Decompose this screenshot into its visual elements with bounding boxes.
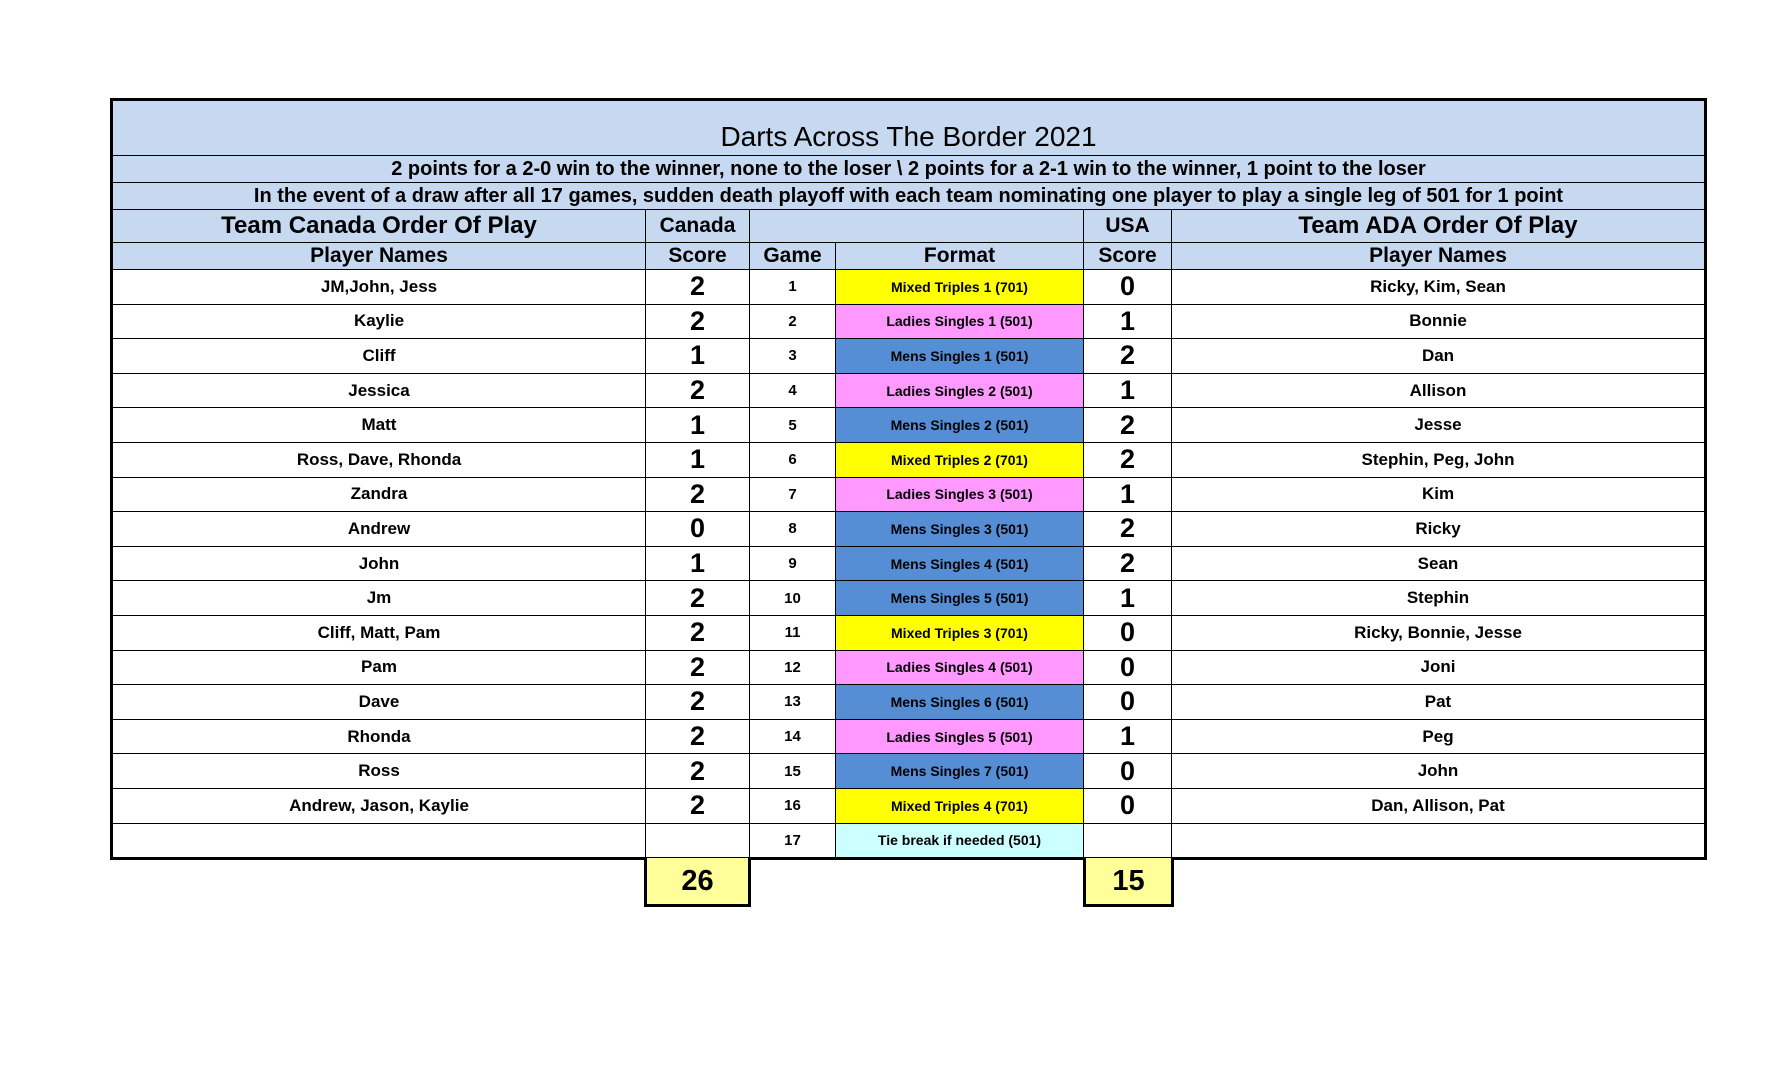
game-row xyxy=(112,442,1706,477)
usa-score xyxy=(1084,823,1172,859)
usa-player-names: Ricky xyxy=(1172,512,1706,547)
canada-player-names: Jessica xyxy=(112,373,646,408)
game-format: Ladies Singles 1 (501) xyxy=(836,304,1084,339)
game-format: Mens Singles 4 (501) xyxy=(836,546,1084,581)
game-row xyxy=(112,304,1706,339)
usa-score-header: USA xyxy=(1084,210,1172,243)
usa-player-names-header: Player Names xyxy=(1172,243,1706,270)
usa-player-names: Stephin, Peg, John xyxy=(1172,442,1706,477)
game-format: Mens Singles 5 (501) xyxy=(836,581,1084,616)
canada-player-names: JM,John, Jess xyxy=(112,270,646,305)
game-number: 9 xyxy=(750,546,836,581)
usa-score: 2 xyxy=(1084,512,1172,547)
usa-score: 0 xyxy=(1084,615,1172,650)
usa-player-names: John xyxy=(1172,754,1706,789)
canada-team-header: Team Canada Order Of Play xyxy=(112,210,646,243)
game-row xyxy=(112,823,1706,859)
game-number: 16 xyxy=(750,788,836,823)
canada-score-subheader: Score xyxy=(646,243,750,270)
game-number: 12 xyxy=(750,650,836,685)
game-format: Mixed Triples 4 (701) xyxy=(836,788,1084,823)
canada-score: 1 xyxy=(646,442,750,477)
canada-score: 2 xyxy=(646,373,750,408)
game-format: Ladies Singles 5 (501) xyxy=(836,719,1084,754)
game-number: 1 xyxy=(750,270,836,305)
game-number: 8 xyxy=(750,512,836,547)
usa-player-names: Stephin xyxy=(1172,581,1706,616)
canada-player-names: Kaylie xyxy=(112,304,646,339)
usa-score: 0 xyxy=(1084,754,1172,789)
game-number: 3 xyxy=(750,339,836,374)
game-row xyxy=(112,650,1706,685)
game-row xyxy=(112,373,1706,408)
tiebreak-rule: In the event of a draw after all 17 games, sudden death playoff with each team nominating one player to play a single leg of 501 for 1 point xyxy=(112,183,1706,210)
usa-player-names: Dan xyxy=(1172,339,1706,374)
game-row xyxy=(112,581,1706,616)
canada-player-names: Ross, Dave, Rhonda xyxy=(112,442,646,477)
game-format: Mixed Triples 3 (701) xyxy=(836,615,1084,650)
game-format: Mixed Triples 1 (701) xyxy=(836,270,1084,305)
usa-score: 2 xyxy=(1084,442,1172,477)
usa-player-names: Pat xyxy=(1172,685,1706,720)
canada-score xyxy=(646,823,750,859)
canada-score: 2 xyxy=(646,788,750,823)
canada-player-names: Cliff xyxy=(112,339,646,374)
score-sheet-table xyxy=(110,98,1707,860)
canada-score: 2 xyxy=(646,270,750,305)
game-header: Game xyxy=(750,243,836,270)
game-format: Ladies Singles 2 (501) xyxy=(836,373,1084,408)
scoring-rule: 2 points for a 2-0 win to the winner, none to the loser \ 2 points for a 2-1 win to the winner, 1 point to the loser xyxy=(112,156,1706,183)
game-number: 13 xyxy=(750,685,836,720)
canada-score: 2 xyxy=(646,719,750,754)
canada-score: 0 xyxy=(646,512,750,547)
canada-player-names: Rhonda xyxy=(112,719,646,754)
canada-player-names: Jm xyxy=(112,581,646,616)
canada-player-names: Cliff, Matt, Pam xyxy=(112,615,646,650)
game-row xyxy=(112,408,1706,443)
usa-score: 0 xyxy=(1084,270,1172,305)
usa-player-names xyxy=(1172,823,1706,859)
usa-score: 0 xyxy=(1084,788,1172,823)
canada-score: 2 xyxy=(646,304,750,339)
game-row xyxy=(112,788,1706,823)
game-number: 14 xyxy=(750,719,836,754)
game-format: Mens Singles 7 (501) xyxy=(836,754,1084,789)
game-format: Mixed Triples 2 (701) xyxy=(836,442,1084,477)
game-format: Mens Singles 2 (501) xyxy=(836,408,1084,443)
canada-score: 1 xyxy=(646,408,750,443)
usa-player-names: Dan, Allison, Pat xyxy=(1172,788,1706,823)
canada-score-header: Canada xyxy=(646,210,750,243)
game-number: 17 xyxy=(750,823,836,859)
usa-player-names: Sean xyxy=(1172,546,1706,581)
game-format: Mens Singles 6 (501) xyxy=(836,685,1084,720)
game-format: Ladies Singles 4 (501) xyxy=(836,650,1084,685)
game-row xyxy=(112,685,1706,720)
canada-score: 1 xyxy=(646,339,750,374)
usa-score: 1 xyxy=(1084,373,1172,408)
canada-player-names: Andrew xyxy=(112,512,646,547)
format-header: Format xyxy=(836,243,1084,270)
canada-player-names: Zandra xyxy=(112,477,646,512)
canada-player-names: John xyxy=(112,546,646,581)
game-format: Ladies Singles 3 (501) xyxy=(836,477,1084,512)
usa-player-names: Ricky, Bonnie, Jesse xyxy=(1172,615,1706,650)
usa-player-names: Joni xyxy=(1172,650,1706,685)
game-number: 11 xyxy=(750,615,836,650)
canada-score: 1 xyxy=(646,546,750,581)
canada-player-names: Matt xyxy=(112,408,646,443)
canada-score: 2 xyxy=(646,650,750,685)
usa-player-names: Ricky, Kim, Sean xyxy=(1172,270,1706,305)
game-row xyxy=(112,754,1706,789)
game-number: 2 xyxy=(750,304,836,339)
usa-score: 0 xyxy=(1084,685,1172,720)
usa-total-score: 15 xyxy=(1083,858,1174,907)
game-row xyxy=(112,339,1706,374)
game-row xyxy=(112,719,1706,754)
usa-player-names: Allison xyxy=(1172,373,1706,408)
canada-player-names: Dave xyxy=(112,685,646,720)
usa-team-header: Team ADA Order Of Play xyxy=(1172,210,1706,243)
canada-player-names xyxy=(112,823,646,859)
game-format: Mens Singles 1 (501) xyxy=(836,339,1084,374)
game-row xyxy=(112,477,1706,512)
canada-score: 2 xyxy=(646,477,750,512)
usa-player-names: Kim xyxy=(1172,477,1706,512)
usa-player-names: Bonnie xyxy=(1172,304,1706,339)
game-format: Mens Singles 3 (501) xyxy=(836,512,1084,547)
game-format-header-top xyxy=(750,210,1084,243)
game-number: 6 xyxy=(750,442,836,477)
usa-score: 1 xyxy=(1084,477,1172,512)
game-number: 15 xyxy=(750,754,836,789)
usa-player-names: Jesse xyxy=(1172,408,1706,443)
canada-total-score: 26 xyxy=(644,858,751,907)
canada-score: 2 xyxy=(646,685,750,720)
game-row xyxy=(112,615,1706,650)
sheet-title: Darts Across The Border 2021 xyxy=(112,100,1706,156)
usa-score: 2 xyxy=(1084,408,1172,443)
usa-player-names: Peg xyxy=(1172,719,1706,754)
game-number: 7 xyxy=(750,477,836,512)
usa-score: 2 xyxy=(1084,546,1172,581)
game-row xyxy=(112,546,1706,581)
usa-score: 0 xyxy=(1084,650,1172,685)
canada-player-names: Ross xyxy=(112,754,646,789)
usa-score: 1 xyxy=(1084,719,1172,754)
game-number: 10 xyxy=(750,581,836,616)
game-row xyxy=(112,270,1706,305)
canada-player-names: Pam xyxy=(112,650,646,685)
canada-score: 2 xyxy=(646,615,750,650)
canada-player-names: Andrew, Jason, Kaylie xyxy=(112,788,646,823)
game-number: 4 xyxy=(750,373,836,408)
canada-player-names-header: Player Names xyxy=(112,243,646,270)
game-number: 5 xyxy=(750,408,836,443)
usa-score: 1 xyxy=(1084,304,1172,339)
usa-score: 2 xyxy=(1084,339,1172,374)
game-row xyxy=(112,512,1706,547)
game-format: Tie break if needed (501) xyxy=(836,823,1084,859)
canada-score: 2 xyxy=(646,581,750,616)
canada-score: 2 xyxy=(646,754,750,789)
usa-score-subheader: Score xyxy=(1084,243,1172,270)
usa-score: 1 xyxy=(1084,581,1172,616)
